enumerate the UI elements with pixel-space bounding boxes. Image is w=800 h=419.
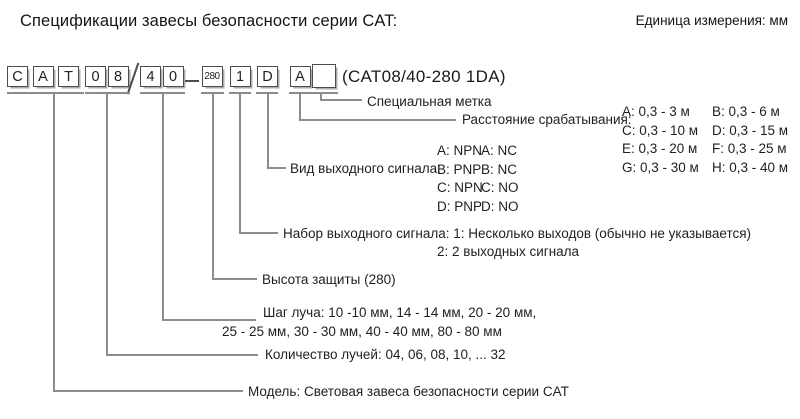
- codebox-0a: 0: [85, 66, 106, 87]
- distance-a: A: 0,3 - 3 м: [622, 104, 690, 119]
- distance-h: H: 0,3 - 40 м: [712, 159, 789, 175]
- connector-model-h: [53, 390, 243, 392]
- connector-beamcount-h: [106, 354, 258, 356]
- underline-specialmark-box: [311, 92, 338, 94]
- type-a-npn: A: NPN: [437, 143, 483, 158]
- codebox-d: D: [257, 66, 278, 87]
- distance-d: D: 0,3 - 15 м: [712, 122, 789, 138]
- distance-c: C: 0,3 - 10 м: [622, 122, 699, 138]
- type-c-npn: C: NPN: [437, 180, 483, 196]
- sensing-distance-label: Расстояние срабатывания:: [462, 112, 632, 127]
- output-signal-set-option1: 1: Несколько выходов (обычно не указывается): [453, 226, 752, 241]
- slash-separator: [127, 63, 139, 95]
- distance-f: F: 0,3 - 25 м: [712, 141, 787, 157]
- sensing-distance-col1: [622, 103, 699, 177]
- connector-distance-v: [299, 92, 301, 120]
- sensing-distance-col2: [712, 103, 788, 177]
- distance-g: G: 0,3 - 30 м: [622, 159, 699, 175]
- unit-of-measure-note: Единица измерения: мм: [635, 13, 788, 28]
- beam-pitch-line1: Шаг луча: 10 -10 мм, 14 - 14 мм, 20 - 20 мм,: [263, 305, 537, 320]
- beam-pitch-line2: 25 - 25 мм, 30 - 30 мм, 40 - 40 мм, 80 - 80 мм: [222, 324, 502, 339]
- connector-set-h: [239, 232, 278, 234]
- connector-type-v: [267, 92, 269, 168]
- connector-beamcount-v: [106, 92, 108, 355]
- special-mark-label: Специальная метка: [367, 94, 492, 109]
- distance-e: E: 0,3 - 20 м: [622, 141, 698, 157]
- output-signal-set-label: Набор выходного сигнала:: [283, 226, 450, 241]
- connector-model-v: [53, 92, 55, 391]
- connector-pitch-v: [162, 92, 164, 320]
- connector-type-h: [267, 167, 286, 169]
- type-a-nc: A: NC: [481, 143, 518, 158]
- output-signal-set-line1: [283, 226, 751, 241]
- type-d-pnp: D: PNP: [437, 198, 483, 214]
- type-b-pnp: B: PNP: [437, 161, 482, 177]
- protection-height-label: Высота защиты (280): [262, 272, 396, 287]
- type-c-no: C: NO: [481, 180, 519, 196]
- connector-specialmark-h: [320, 99, 362, 101]
- output-signal-set-option2: 2: 2 выходных сигнала: [437, 244, 580, 259]
- underline-beamcount-group: [85, 92, 130, 94]
- type-d-no: D: NO: [481, 198, 519, 214]
- full-model-text: (CAT08/40-280 1DA): [342, 67, 506, 86]
- connector-distance-h: [299, 119, 456, 121]
- codebox-4: 4: [140, 66, 161, 87]
- codebox-8: 8: [108, 66, 129, 87]
- output-signal-type-label: Вид выходного сигнала:: [290, 161, 441, 176]
- codebox-c: C: [7, 66, 28, 87]
- distance-b: B: 0,3 - 6 м: [712, 104, 780, 119]
- codebox-special-mark-empty: [312, 64, 336, 88]
- codebox-a1: A: [33, 66, 54, 87]
- model-label: Модель: Световая завеса безопасности серии CAT: [248, 384, 569, 399]
- connector-set-v: [239, 92, 241, 233]
- codebox-t: T: [58, 66, 79, 87]
- codebox-280: 280: [202, 66, 223, 87]
- connector-height-v: [212, 92, 214, 279]
- codebox-1: 1: [230, 66, 251, 87]
- dash-separator: [185, 80, 199, 82]
- connector-pitch-h: [162, 319, 256, 321]
- output-signal-type-col2: [481, 142, 519, 216]
- beam-count-label: Количество лучей: 04, 06, 08, 10, ... 32: [265, 347, 506, 362]
- connector-height-h: [212, 278, 257, 280]
- type-b-nc: B: NC: [481, 161, 518, 177]
- underline-cat-group: [7, 92, 84, 94]
- codebox-0b: 0: [163, 66, 184, 87]
- codebox-a2: A: [290, 66, 311, 87]
- output-signal-type-col1: [437, 142, 483, 216]
- page-title: Спецификации завесы безопасности серии CAT:: [20, 12, 398, 30]
